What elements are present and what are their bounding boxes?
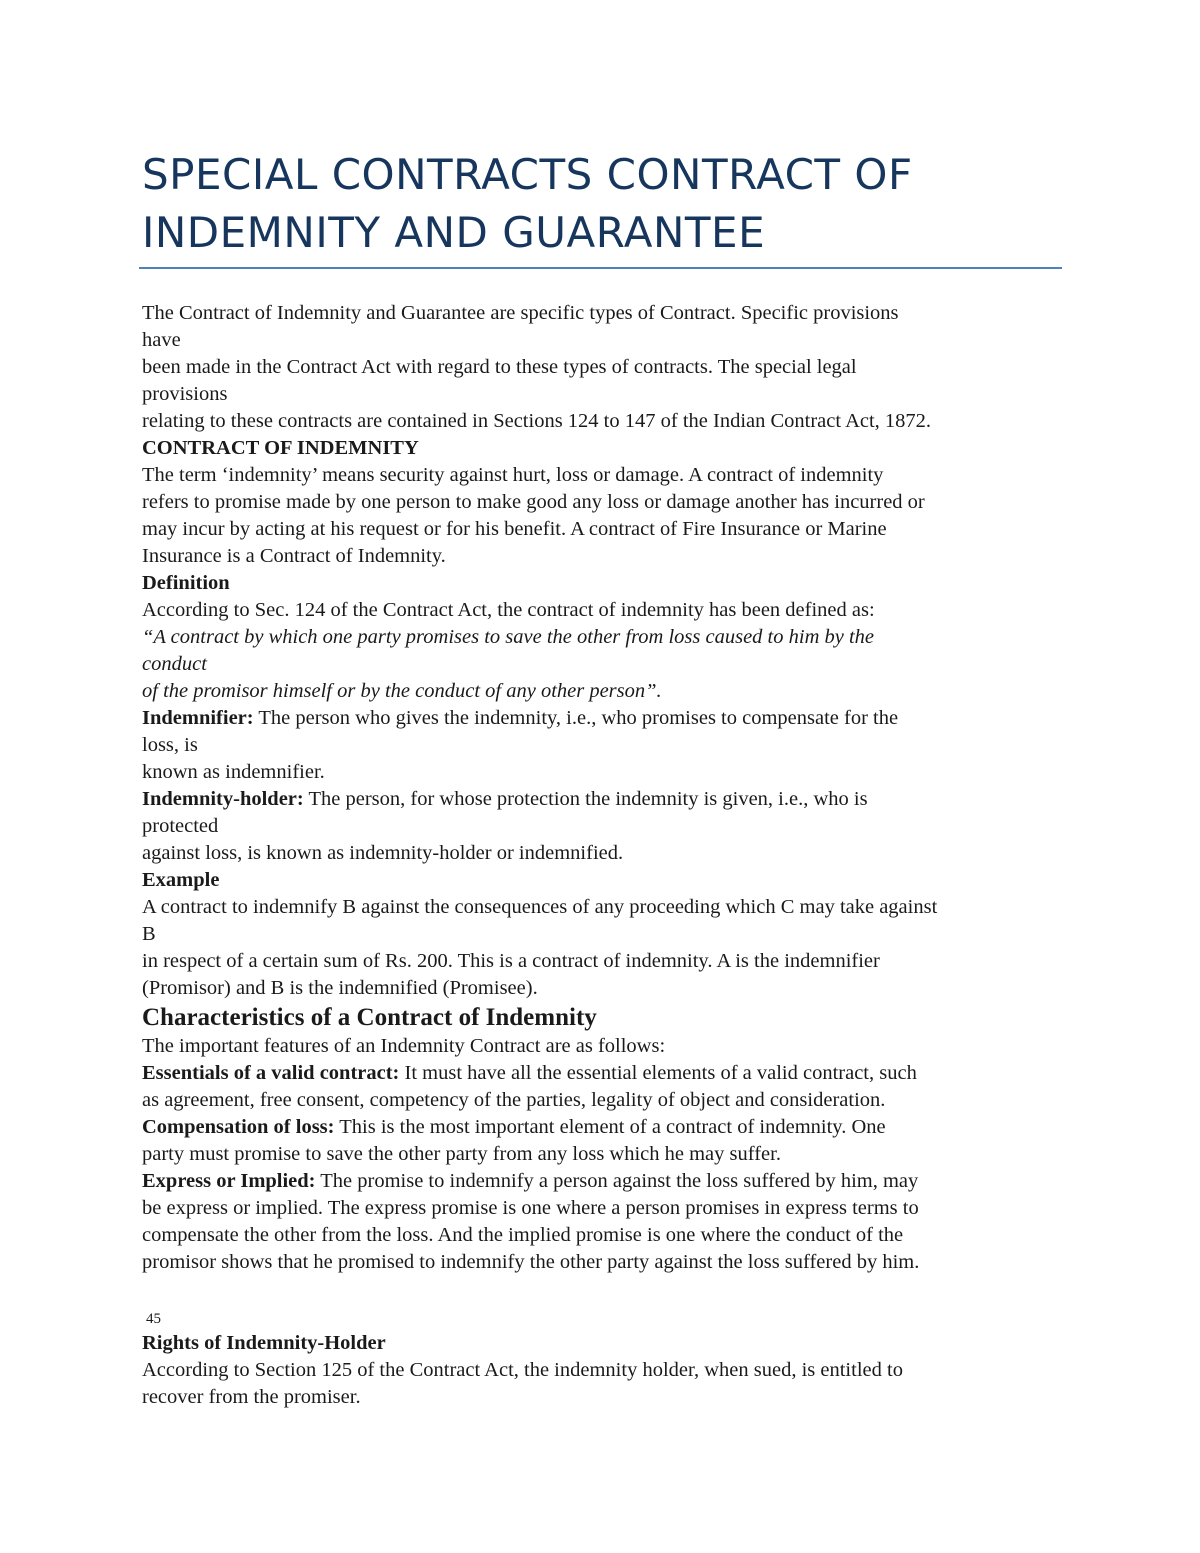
- characteristics-section: [142, 1002, 1072, 1276]
- title-line-2: INDEMNITY AND GUARANTEE: [142, 208, 766, 257]
- term-description: The person, for whose protection the indemnity is given, i.e., who is: [303, 788, 868, 810]
- paragraph-line: The term ‘indemnity’ means security against hurt, loss or damage. A contract of indemnity: [142, 464, 884, 486]
- definition-quote-line: “A contract by which one party promises to save the other from loss caused to him by the: [142, 626, 875, 648]
- term-indemnity-holder: Indemnity-holder:: [142, 788, 304, 810]
- intro-paragraph: [142, 300, 1072, 435]
- term-compensation: Compensation of loss:: [142, 1116, 335, 1138]
- paragraph-line: refers to promise made by one person to make good any loss or damage another has incurred or: [142, 491, 925, 513]
- term-description: The person who gives the indemnity, i.e., who promises to compensate for the: [253, 707, 899, 729]
- section-heading-example: Example: [142, 869, 220, 891]
- paragraph-line: A contract to indemnify B against the consequences of any proceeding which C may take against: [142, 896, 938, 918]
- section-heading-characteristics: Characteristics of a Contract of Indemnity: [142, 1004, 597, 1031]
- term-express-implied: Express or Implied:: [142, 1170, 316, 1192]
- paragraph-line: be express or implied. The express promise is one where a person promises in express terms to: [142, 1197, 919, 1219]
- paragraph-line: protected: [142, 815, 219, 837]
- term-description: It must have all the essential elements of a valid contract, such: [399, 1062, 917, 1084]
- document-body: [142, 300, 1072, 1411]
- intro-line: relating to these contracts are contained in Sections 124 to 147 of the Indian Contract Act, 1872.: [142, 410, 932, 432]
- paragraph-line: against loss, is known as indemnity-holder or indemnified.: [142, 842, 624, 864]
- compensation-item: [142, 1114, 1072, 1141]
- paragraph-line: in respect of a certain sum of Rs. 200. This is a contract of indemnity. A is the indemnifier: [142, 950, 880, 972]
- definition-quote-line: of the promisor himself or by the conduct of any other person”.: [142, 680, 662, 702]
- term-essentials: Essentials of a valid contract:: [142, 1062, 400, 1084]
- intro-line: The Contract of Indemnity and Guarantee are specific types of Contract. Specific provisions: [142, 302, 899, 324]
- paragraph-line: According to Section 125 of the Contract Act, the indemnity holder, when sued, is entitled to: [142, 1359, 903, 1381]
- paragraph-line: may incur by acting at his request or for his benefit. A contract of Fire Insurance or Marine: [142, 518, 887, 540]
- indemnity-holder-definition: [142, 786, 1072, 813]
- paragraph-line: loss, is: [142, 734, 198, 756]
- paragraph-line: According to Sec. 124 of the Contract Act, the contract of indemnity has been defined as:: [142, 599, 875, 621]
- paragraph-line: Insurance is a Contract of Indemnity.: [142, 545, 446, 567]
- indemnifier-definition: [142, 705, 1072, 732]
- express-implied-item: [142, 1168, 1072, 1195]
- intro-line: have: [142, 329, 181, 351]
- paragraph-line: (Promisor) and B is the indemnified (Promisee).: [142, 977, 538, 999]
- term-description: The promise to indemnify a person against the loss suffered by him, may: [315, 1170, 919, 1192]
- document-title: [142, 146, 1062, 262]
- paragraph-line: recover from the promiser.: [142, 1386, 361, 1408]
- title-line-1: SPECIAL CONTRACTS CONTRACT OF: [142, 150, 913, 199]
- definition-quote-line: conduct: [142, 653, 207, 675]
- essentials-item: [142, 1060, 1072, 1087]
- rights-section: [142, 1330, 1072, 1411]
- paragraph-line: The important features of an Indemnity Contract are as follows:: [142, 1035, 666, 1057]
- indemnity-section: [142, 435, 1072, 570]
- paragraph-line: promisor shows that he promised to indemnify the other party against the loss suffered by him.: [142, 1251, 920, 1273]
- example-section: [142, 867, 1072, 1002]
- paragraph-line: as agreement, free consent, competency of the parties, legality of object and consideration.: [142, 1089, 886, 1111]
- section-heading-rights: Rights of Indemnity-Holder: [142, 1332, 386, 1354]
- title-underline: [139, 267, 1062, 269]
- definition-section: [142, 570, 1072, 867]
- intro-line: provisions: [142, 383, 228, 405]
- term-indemnifier: Indemnifier:: [142, 707, 254, 729]
- paragraph-line: known as indemnifier.: [142, 761, 325, 783]
- term-description: This is the most important element of a contract of indemnity. One: [334, 1116, 886, 1138]
- intro-line: been made in the Contract Act with regard to these types of contracts. The special legal: [142, 356, 857, 378]
- section-heading-definition: Definition: [142, 572, 230, 594]
- paragraph-line: B: [142, 923, 156, 945]
- paragraph-line: compensate the other from the loss. And the implied promise is one where the conduct of the: [142, 1224, 904, 1246]
- page-number: 45: [146, 1311, 161, 1327]
- paragraph-line: party must promise to save the other party from any loss which he may suffer.: [142, 1143, 781, 1165]
- section-heading-contract-of-indemnity: CONTRACT OF INDEMNITY: [142, 437, 419, 459]
